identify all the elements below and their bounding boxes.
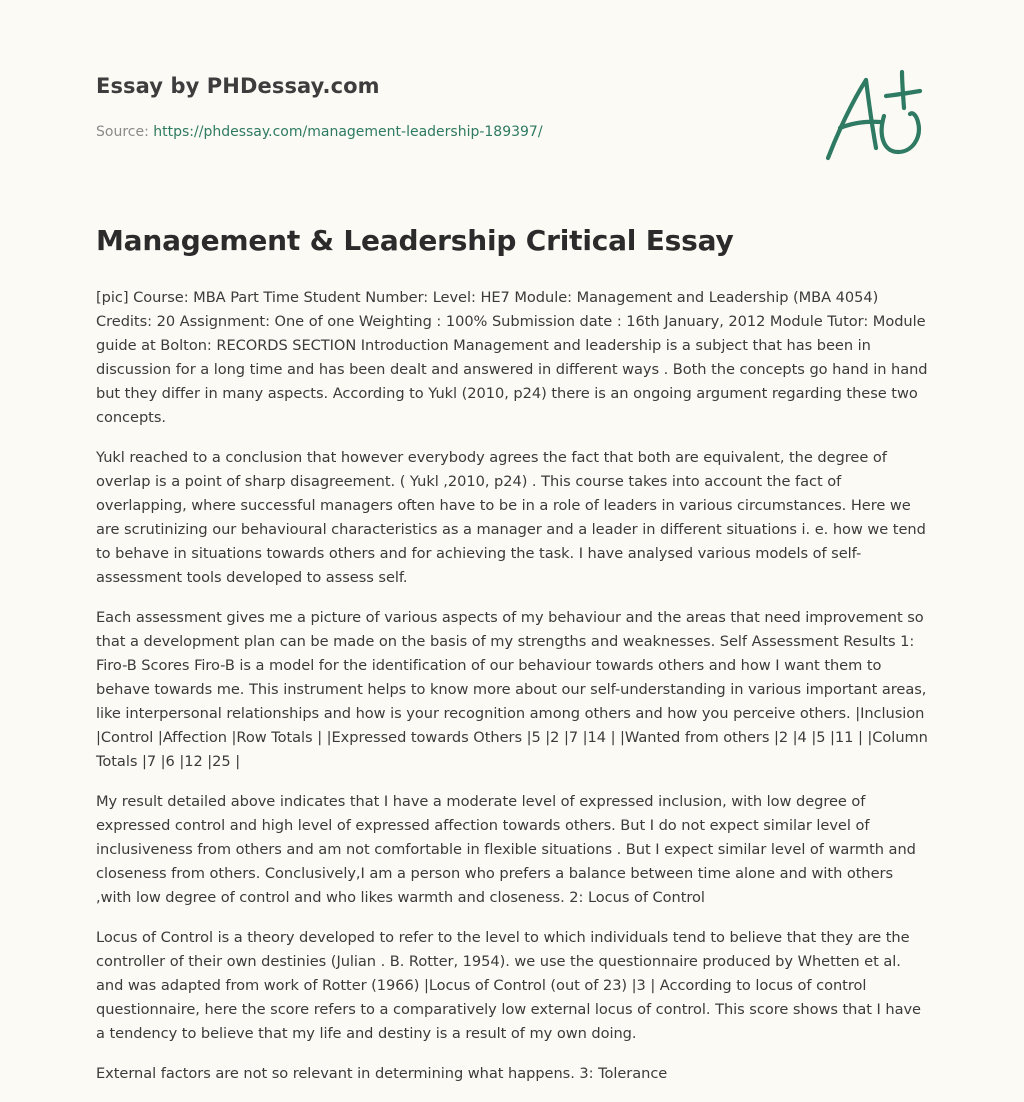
source-link[interactable]: https://phdessay.com/management-leadership-189397/ [153,124,543,140]
page-header [96,74,796,140]
essay-paragraph: Locus of Control is a theory developed to refer to the level to which individuals tend to believe that they are the controller of their own destinies (Julian . B. Rotter, 1954). we use the questionnaire produced by Whetten et al. and was adapted from work of Rotter (1966) |Locus of Control (out of 23) |3 | According to locus of control questionnaire, here the score refers to a comparatively low external locus of control. This score shows that I have a tendency to believe that my life and destiny is a result of my own doing. [96,929,921,1042]
essay-paragraph: [pic] Course: MBA Part Time Student Number: Level: HE7 Module: Management and Leadership (MBA 4054) Credits: 20 Assignment: One of one Weighting : 100% Submission date : 16th January, 2012 Module Tutor: Module guide at Bolton: RECORDS SECTION Introduction Management and leadership is a subject that has been in discussion for a long time and has been dealt and answered in different ways . Both the concepts go hand in hand but they differ in many aspects. According to Yukl (2010, p24) there is an ongoing argument regarding these two concepts. [96,289,928,426]
source-line [96,124,796,140]
essay-paragraph: Each assessment gives me a picture of various aspects of my behaviour and the areas that need improvement so that a development plan can be made on the basis of my strengths and weaknesses. Self Assessment Results 1: Firo-B Scores Firo-B is a model for the identification of our behaviour towards others and how I want them to behave towards me. This instrument helps to know more about our self-understanding in various important areas, like interpersonal relationships and how is your recognition among others and how you perceive others. |Inclusion |Control |Affection |Row Totals | |Expressed towards Others |5 |2 |7 |14 | |Wanted from others |2 |4 |5 |11 | |Column Totals |7 |6 |12 |25 | [96,609,928,770]
site-brand: Essay by PHDessay.com [96,74,380,98]
essay-paragraph: My result detailed above indicates that I have a moderate level of expressed inclusion, with low degree of expressed control and high level of expressed affection towards others. But I do not expect similar level of inclusiveness from others and am not comfortable in flexible situations . But I expect similar level of warmth and closeness from others. Conclusively,I am a person who prefers a balance between time alone and with others ,with low degree of control and who likes warmth and closeness. 2: Locus of Control [96,793,916,906]
essay-title: Management & Leadership Critical Essay [96,224,734,257]
a-plus-logo-icon [820,66,930,166]
essay-paragraph: Yukl reached to a conclusion that however everybody agrees the fact that both are equivalent, the degree of overlap is a point of sharp disagreement. ( Yukl ,2010, p24) . This course takes into account the fact of overlapping, where successful managers often have to be in a role of leaders in various circumstances. Here we are scrutinizing our behavioural characteristics as a manager and a leader in different situations i. e. how we tend to behave in situations towards others and for achieving the task. I have analysed various models of self-assessment tools developed to assess self. [96,449,926,586]
essay-body [96,286,932,1102]
source-label: Source: [96,124,149,140]
essay-paragraph: External factors are not so relevant in determining what happens. 3: Tolerance [96,1065,668,1082]
